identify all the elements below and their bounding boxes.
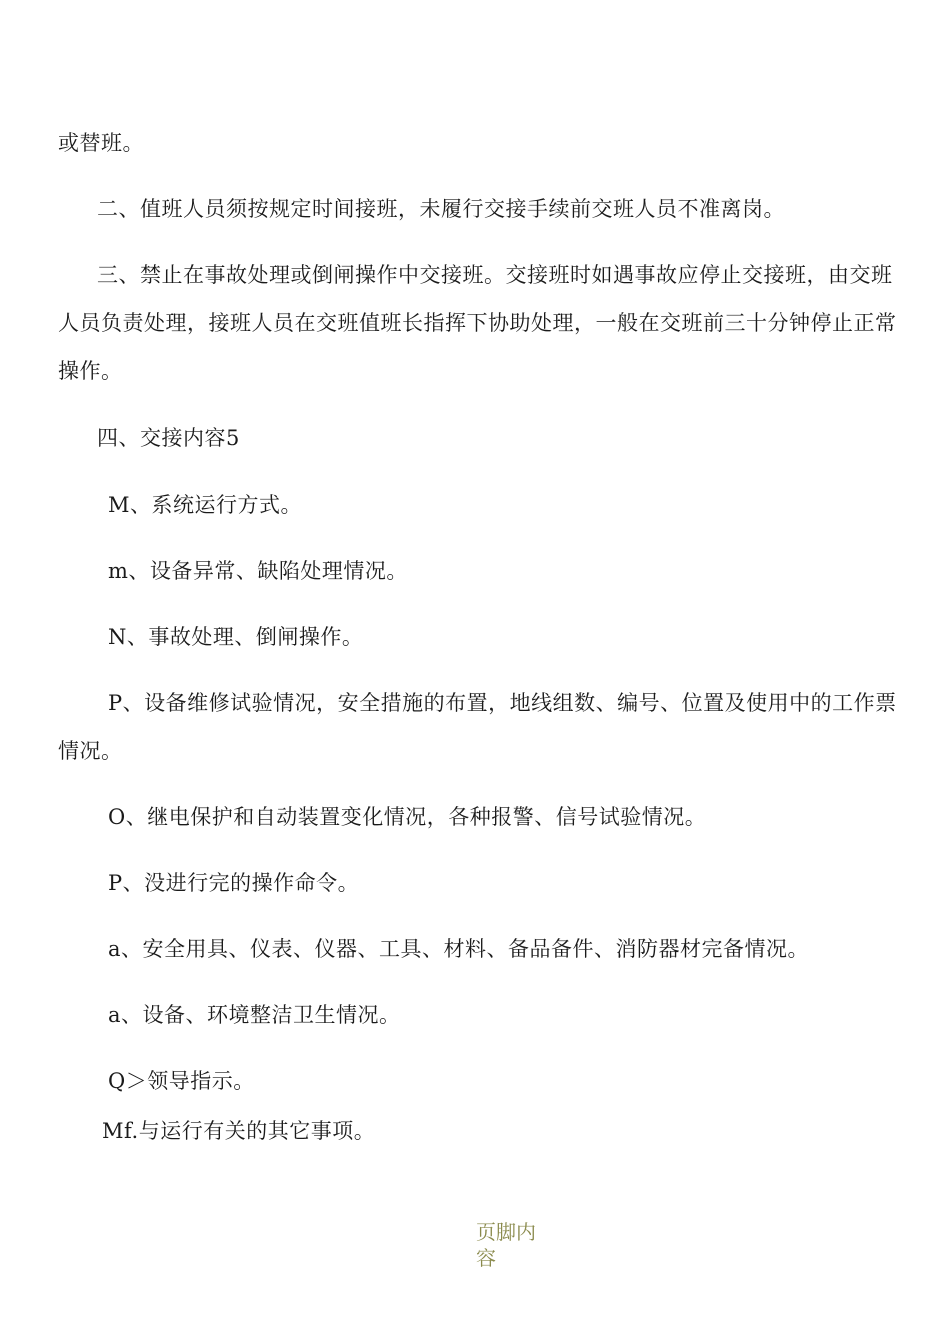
list-item: P、没进行完的操作命令。 [108,871,360,895]
paragraph-rule-2: 二、值班人员须按规定时间接班，未履行交接手续前交班人员不准离岗。 [97,197,785,221]
paragraph-rule-4-heading: 四、交接内容5 [97,426,240,450]
list-item: Mf.与运行有关的其它事项。 [102,1119,376,1143]
list-item: M、系统运行方式。 [108,493,303,517]
page-footer: 页脚内容 [476,1220,536,1270]
list-item: a、设备、环境整洁卫生情况。 [108,1003,401,1027]
list-item: O、继电保护和自动装置变化情况，各种报警、信号试验情况。 [108,805,707,829]
list-item: P、设备维修试验情况，安全措施的布置，地线组数、编号、位置及使用中的工作票情况。 [58,691,897,763]
list-item: a、安全用具、仪表、仪器、工具、材料、备品备件、消防器材完备情况。 [108,937,810,961]
paragraph-continuation: 或替班。 [58,131,144,155]
paragraph-rule-3: 三、禁止在事故处理或倒闸操作中交接班。交接班时如遇事故应停止交接班，由交班人员负责处理，接班人员在交班值班长指挥下协助处理，一般在交班前三十分钟停止正常操作。 [58,263,897,383]
list-item: Q＞领导指示。 [108,1069,255,1093]
list-item: m、设备异常、缺陷处理情况。 [108,559,408,583]
list-item: N、事故处理、倒闸操作。 [108,625,364,649]
